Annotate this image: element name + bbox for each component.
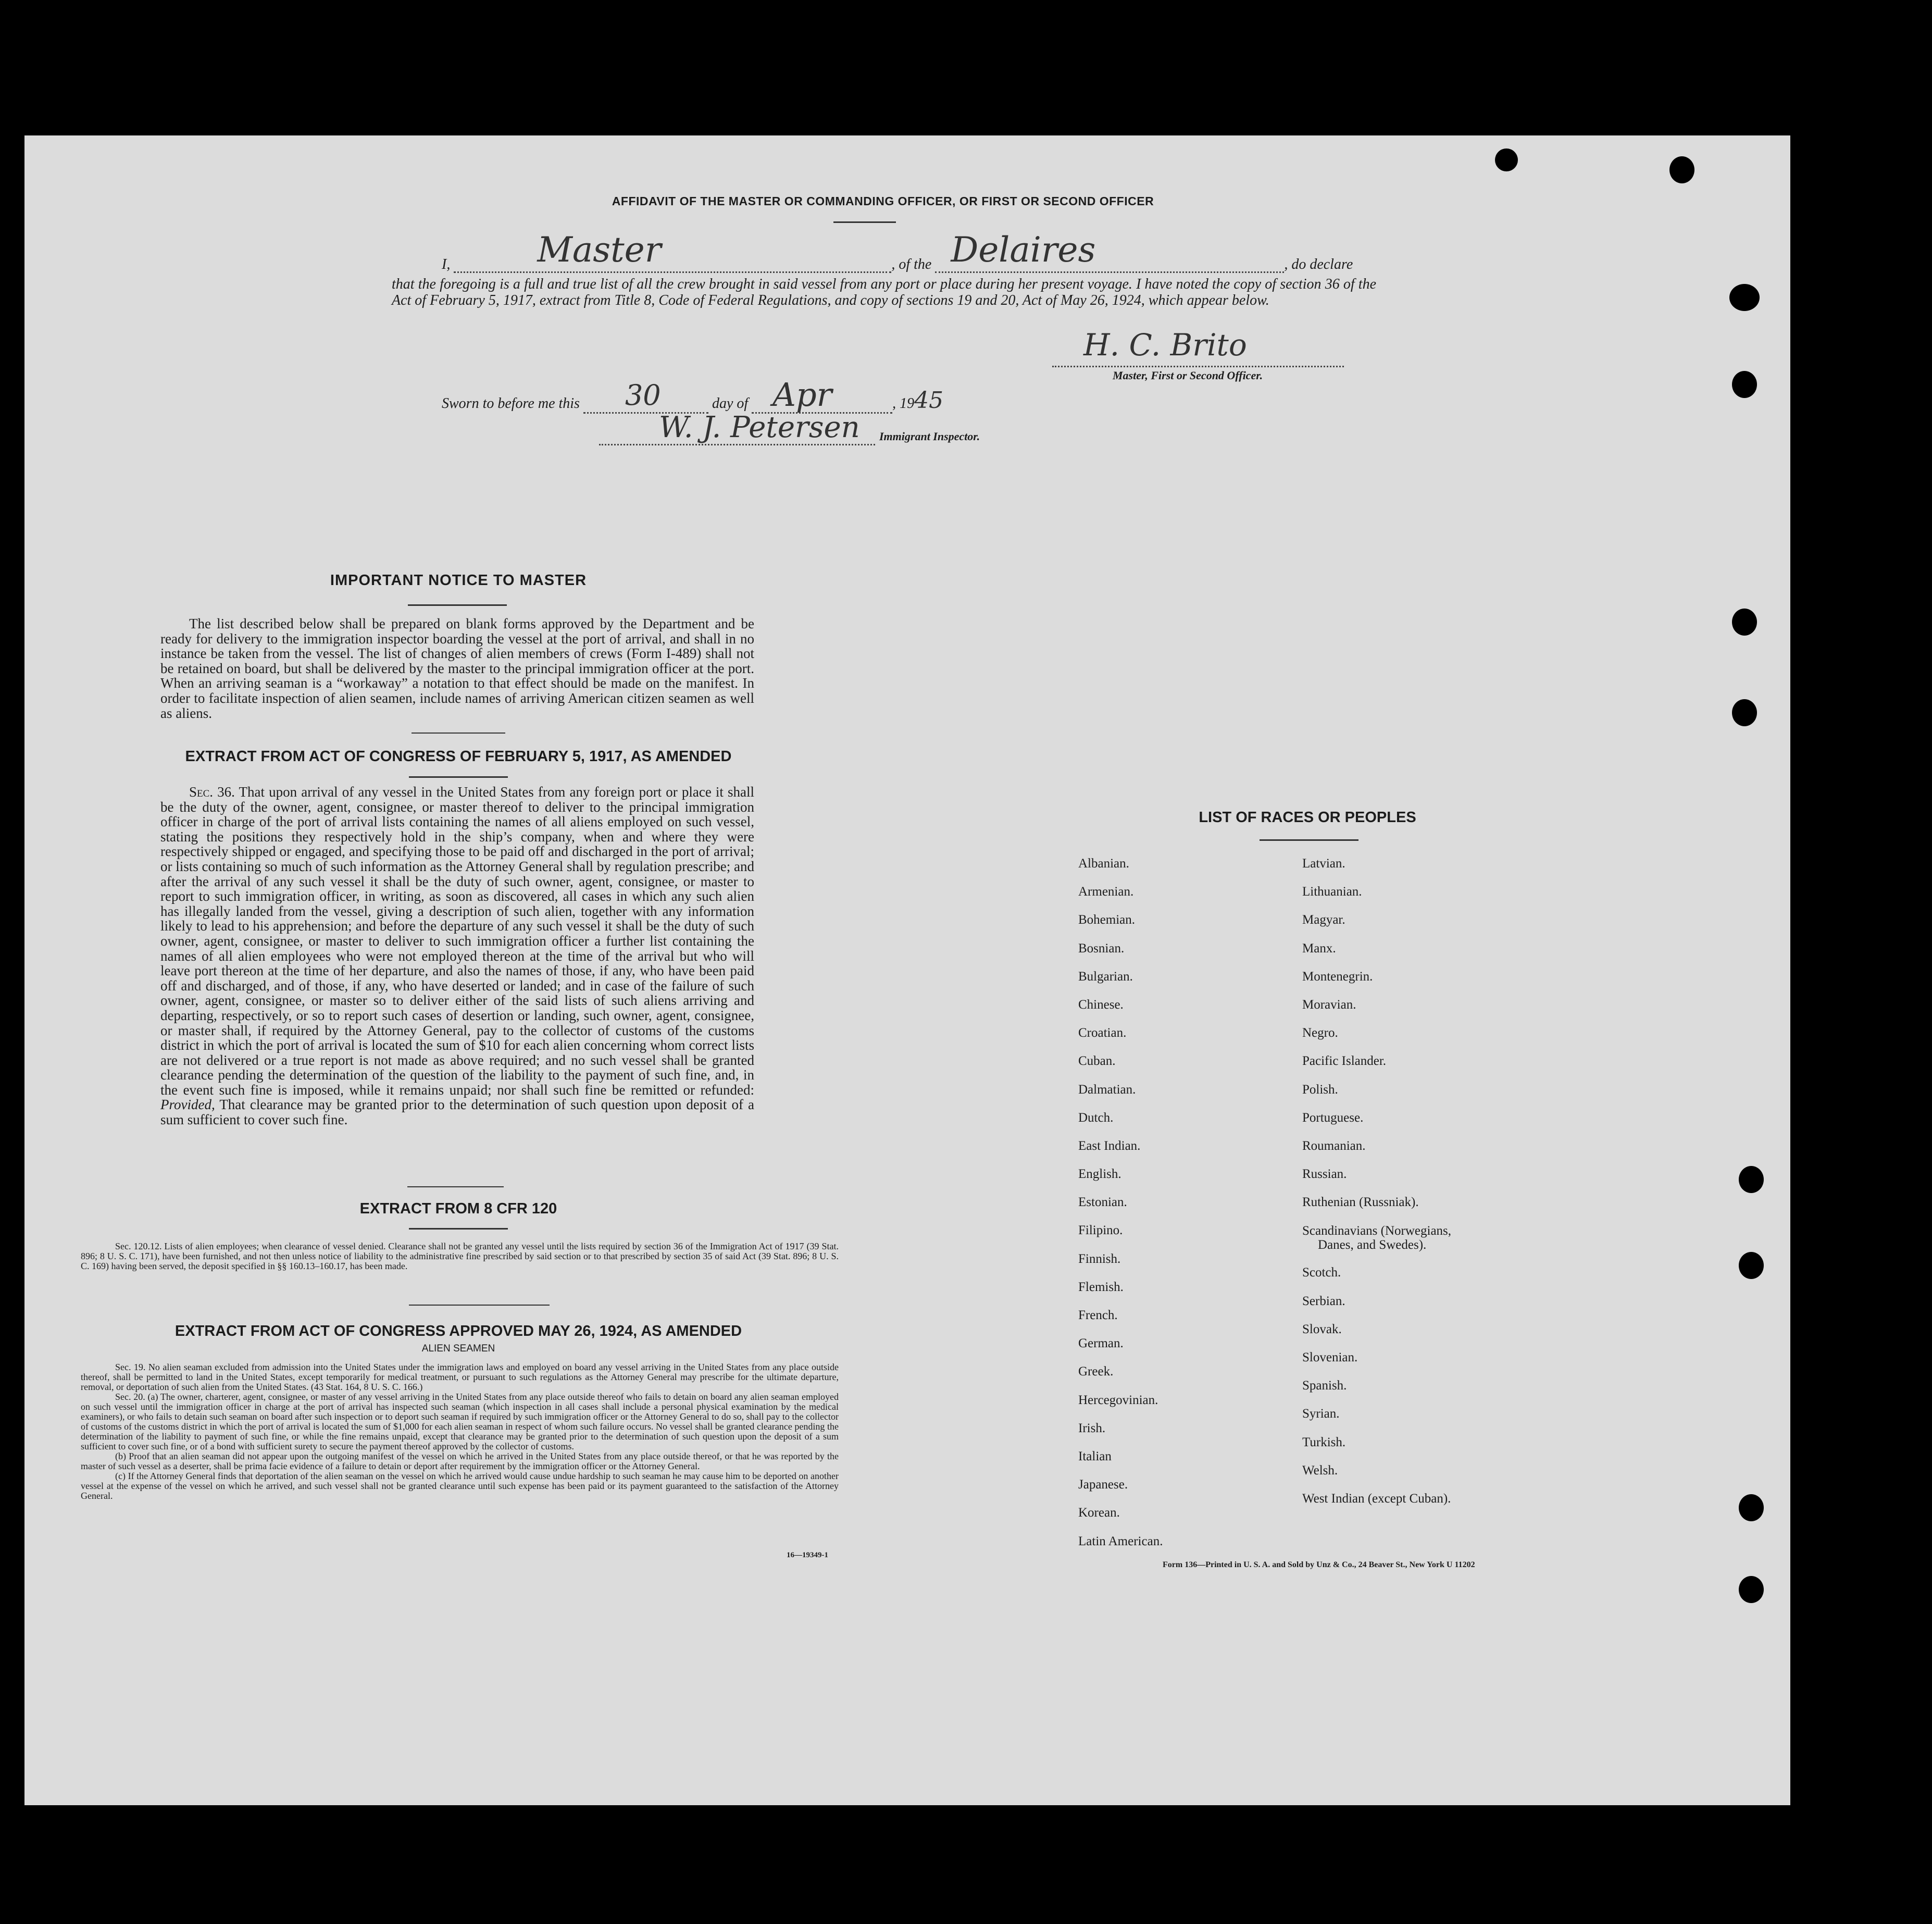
- race-item: Bohemian.: [1078, 913, 1136, 927]
- race-item: Bosnian.: [1078, 941, 1125, 955]
- extract-cfr-title: EXTRACT FROM 8 CFR 120: [359, 1200, 557, 1217]
- punch-hole: [1739, 1252, 1764, 1279]
- inspector-signature: W. J. Petersen: [659, 411, 860, 444]
- race-item: Polish.: [1302, 1082, 1338, 1097]
- sec-20b-text: (b) Proof that an alien seaman did not appear upon the outgoing manifest of the vessel on which he arrived in the United States from any place outside thereof, or that he was reported by the master of such vessel as a deserter, shall be prima facie evidence of a failure to detain or deport after requirement by the immigration officer or the Attorney General.: [81, 1451, 839, 1471]
- race-item: Serbian.: [1302, 1294, 1345, 1308]
- race-item: Syrian.: [1302, 1407, 1340, 1421]
- race-item: Irish.: [1078, 1421, 1106, 1435]
- form-code: 16—19349-1: [787, 1551, 828, 1559]
- year-handwritten: 45: [914, 387, 944, 414]
- race-item: Dalmatian.: [1078, 1082, 1136, 1097]
- race-item: Turkish.: [1302, 1435, 1346, 1449]
- declare-label: , do declare: [1284, 256, 1353, 272]
- race-item: Scotch.: [1302, 1265, 1341, 1280]
- race-item: Flemish.: [1078, 1280, 1124, 1294]
- sec-20c-text: (c) If the Attorney General finds that deportation of the alien seaman on the vessel on which he arrived would cause undue hardship to such seaman he may cause him to be deported on another vessel at the expense of the vessel on which he arrived, and such vessel shall not be granted clearance until such expense has been paid or its payment guaranteed to the satisfaction of the Attorney General.: [81, 1471, 839, 1501]
- race-item: Portuguese.: [1302, 1110, 1364, 1125]
- sec-36-text: That upon arrival of any vessel in the United States from any foreign port or place it shall be the duty of the owner, agent, consignee, or master thereof to deliver to the principal immigration officer in charge of the port of arrival lists containing the names of all aliens employed on such vessel, stating the positions they respectively hold in the ship’s company, when and where they were respectively shipped or engaged, and specifying those to be paid off and discharged in the port of arrival; or lists containing so much of such information as the Attorney General shall by regulation prescribe; and after the arrival of any such vessel it shall be the duty of such owner, agent, consignee, or master to report to such immigration officer, in writing, as soon as discovered, all cases in which any such alien has illegally landed from the vessel, giving a description of such alien, together with any information likely to lead to his apprehension; and before the departure of any such vessel it shall be the duty of such owner, agent, consignee, or master to deliver to such immigration officer a further list containing the names of all alien employees who were not employed thereon at the time of the arrival but who will leave port thereon at the time of her departure, and also the names of those, if any, who have been paid off and discharged, and of those, if any, who have deserted or landed; and in case of the failure of such owner, agent, consignee, or master so to deliver either of the said lists of such aliens arriving and departing, respectively, or so to report such cases of desertion or landing, such owner, agent, consignee, or master shall, if required by the Attorney General, pay to the collector of customs of the customs district in which the port of arrival is located the sum of $10 for each alien concerning whom correct lists are not delivered or a true report is not made as above required; and no such vessel shall be granted clearance pending the determination of the question of the liability to the payment of such fine, and, in the event such fine is imposed, while it remains unpaid; nor shall such fine be remitted or refunded:: [160, 784, 755, 1098]
- race-item: Lithuanian.: [1302, 885, 1362, 899]
- races-title-rule: [1260, 839, 1358, 841]
- race-item: Slovenian.: [1302, 1350, 1358, 1364]
- year-printed: , 19: [892, 395, 915, 412]
- i-label: I,: [442, 256, 451, 272]
- sec-20a-text: Sec. 20. (a) The owner, charterer, agent, consignee, or master of any vessel arriving in the United States from any place outside thereof who fails to detain on board any alien seaman employed on such vessel until the immigration officer in charge at the port of arrival has inspected such seaman (which inspection in all cases shall include a personal physical examination by the medical examiners), or who fails to detain such seaman on board after such inspection or to deport such seaman if required by such immigration officer or the Attorney General to do so, shall pay to the collector of customs of the customs district in which the port of arrival is located the sum of $1,000 for each alien seaman in respect of whom such failure occurs. No vessel shall be granted clearance pending the determination of the liability to payment of such fine, or while the fine remains unpaid, except that clearance may be granted prior to the determination of such question upon the deposit of a sum sufficient to cover such fine, or of a bond with sufficient surety to secure the payment thereof approved by the collector of customs.: [81, 1392, 839, 1451]
- race-item: Manx.: [1302, 941, 1336, 955]
- race-item: Cuban.: [1078, 1054, 1116, 1069]
- extract-1917-title-rule: [409, 776, 508, 778]
- race-item: Spanish.: [1302, 1379, 1347, 1393]
- punch-hole: [1739, 1576, 1764, 1603]
- sworn-line: [442, 376, 1119, 414]
- race-item: Hercegovinian.: [1078, 1393, 1158, 1407]
- of-the-label: , of the: [891, 256, 932, 272]
- races-right-column: [1302, 850, 1451, 1513]
- race-item: English.: [1078, 1167, 1121, 1182]
- notice-text: The list described below shall be prepared on blank forms approved by the Department and be ready for delivery to the immigration inspector boarding the vessel at the port of arrival, and shall in no instance be taken from the vessel. The list of changes of alien members of crews (Form I-489) shall not be retained on board, but shall be delivered by the master to the principal immigration officer at the port. When an arriving seaman is a “workaway” a notation to that effect should be made on the manifest. In order to facilitate inspection of alien seamen, include names of arriving American citizen seamen as well as aliens.: [160, 616, 754, 721]
- race-item: Albanian.: [1078, 857, 1129, 871]
- sec-36-text-end: That clearance may be granted prior to the determination of such question upon deposit of a sum sufficient to cover such fine.: [160, 1097, 755, 1128]
- vessel-name-handwritten: Delaires: [951, 230, 1096, 270]
- extract-1917-end-rule: [407, 1186, 504, 1187]
- race-item: Croatian.: [1078, 1026, 1127, 1040]
- race-item: Negro.: [1302, 1026, 1338, 1040]
- race-item: Chinese.: [1078, 997, 1124, 1012]
- punch-hole: [1739, 1166, 1764, 1193]
- race-item: Moravian.: [1302, 997, 1356, 1012]
- race-item: Finnish.: [1078, 1251, 1121, 1266]
- punch-hole: [1669, 156, 1694, 183]
- printer-footer: Form 136—Printed in U. S. A. and Sold by Unz & Co., 24 Beaver St., New York U 11202: [1163, 1560, 1475, 1569]
- race-item: Greek.: [1078, 1364, 1114, 1379]
- race-item: Ruthenian (Russniak).: [1302, 1195, 1419, 1210]
- punch-hole: [1732, 699, 1757, 726]
- sec-19-text: Sec. 19. No alien seaman excluded from admission into the United States under the immigration laws and employed on board any vessel arriving in the United States from any place outside thereof, shall be permitted to land in the United States, except temporarily for medical treatment, or pursuant to such regulations as the Attorney General may prescribe for the ultimate departure, removal, or deportation of such alien from the United States. (43 Stat. 164, 8 U. S. C. 166.): [81, 1362, 839, 1392]
- month-handwritten: Apr: [772, 376, 832, 414]
- notice-end-rule: [412, 733, 505, 734]
- race-item: Japanese.: [1078, 1478, 1128, 1492]
- sworn-label: Sworn to before me this: [442, 395, 580, 412]
- race-item: German.: [1078, 1336, 1124, 1351]
- day-of-label: day of: [712, 395, 749, 412]
- race-item: Magyar.: [1302, 913, 1345, 927]
- extract-cfr-end-rule: [409, 1305, 550, 1306]
- punch-hole: [1739, 1494, 1764, 1521]
- races-title: LIST OF RACES OR PEOPLES: [1199, 809, 1416, 826]
- extract-1917-title: EXTRACT FROM ACT OF CONGRESS OF FEBRUARY 5, 1917, AS AMENDED: [185, 748, 732, 765]
- officer-signature-caption: Master, First or Second Officer.: [1113, 369, 1263, 382]
- race-item: French.: [1078, 1308, 1118, 1322]
- sec-36-label: Sec. 36.: [189, 784, 235, 800]
- officer-signature: H. C. Brito: [1083, 327, 1247, 363]
- race-item: Estonian.: [1078, 1195, 1127, 1210]
- race-item: Montenegrin.: [1302, 969, 1373, 984]
- extract-cfr-text: Sec. 120.12. Lists of alien employees; when clearance of vessel denied. Clearance shall not be granted any vessel until the lists required by section 36 of the Immigration Act of 1917 (39 Stat. 896; 8 U. S. C. 171), have been furnished, and not then unless notice of liability to the administrative fine prescribed by said section or to that prescribed by section 35 of said Act (39 Stat. 896; 8 U. S. C. 169) having been served, the deposit specified in §§ 160.13–160.17, has been made.: [81, 1241, 839, 1271]
- provided-label: Provided,: [160, 1097, 215, 1113]
- extract-1917-text: [160, 785, 754, 1127]
- race-item: Danes, and Swedes).: [1318, 1238, 1427, 1252]
- punch-hole: [1729, 284, 1760, 311]
- vessel-name-field: [935, 230, 1284, 273]
- notice-title: IMPORTANT NOTICE TO MASTER: [330, 572, 587, 589]
- race-item: Armenian.: [1078, 885, 1134, 899]
- race-item: Filipino.: [1078, 1223, 1123, 1238]
- race-item: East Indian.: [1078, 1138, 1141, 1153]
- extract-1924-text: [81, 1362, 839, 1501]
- extract-1924-title: EXTRACT FROM ACT OF CONGRESS APPROVED MAY 26, 1924, AS AMENDED: [174, 1323, 742, 1339]
- affidavit-statement: that the foregoing is a full and true list of all the crew brought in said vessel from any port or place during her present voyage. I have noted the copy of section 36 of the Act of February 5, 1917, extract from Title 8, Code of Federal Regulations, and copy of sections 19 and 20, Act of May 26, 1924, which appear below.: [392, 276, 1376, 308]
- punch-hole: [1732, 609, 1757, 636]
- extract-1924-subtitle: ALIEN SEAMEN: [421, 1343, 495, 1354]
- inspector-caption: Immigrant Inspector.: [879, 430, 980, 443]
- race-item: Bulgarian.: [1078, 969, 1133, 984]
- affidavit-declaration-line: [442, 230, 1374, 273]
- race-item: Dutch.: [1078, 1110, 1114, 1125]
- master-name-handwritten: Master: [537, 230, 662, 270]
- race-item: Pacific Islander.: [1302, 1054, 1387, 1069]
- race-item: Roumanian.: [1302, 1138, 1366, 1153]
- race-item: Scandinavians (Norwegians,: [1302, 1224, 1452, 1238]
- punch-hole: [1495, 148, 1518, 171]
- punch-hole: [1732, 371, 1757, 398]
- race-item: Welsh.: [1302, 1463, 1338, 1478]
- extract-cfr-title-rule: [409, 1228, 508, 1230]
- day-handwritten: 30: [625, 379, 661, 412]
- affidavit-title-rule: [833, 221, 896, 223]
- race-item: Slovak.: [1302, 1322, 1342, 1336]
- race-item: Latvian.: [1302, 857, 1345, 871]
- affidavit-title: AFFIDAVIT OF THE MASTER OR COMMANDING OFFICER, OR FIRST OR SECOND OFFICER: [612, 194, 1154, 208]
- race-item: West Indian (except Cuban).: [1302, 1491, 1451, 1506]
- master-name-field: [454, 230, 891, 273]
- race-item: Russian.: [1302, 1167, 1347, 1182]
- races-left-column: [1078, 850, 1163, 1556]
- notice-title-rule: [408, 604, 507, 606]
- race-item: Korean.: [1078, 1506, 1120, 1520]
- race-item: Italian: [1078, 1449, 1112, 1463]
- race-item: Latin American.: [1078, 1534, 1163, 1548]
